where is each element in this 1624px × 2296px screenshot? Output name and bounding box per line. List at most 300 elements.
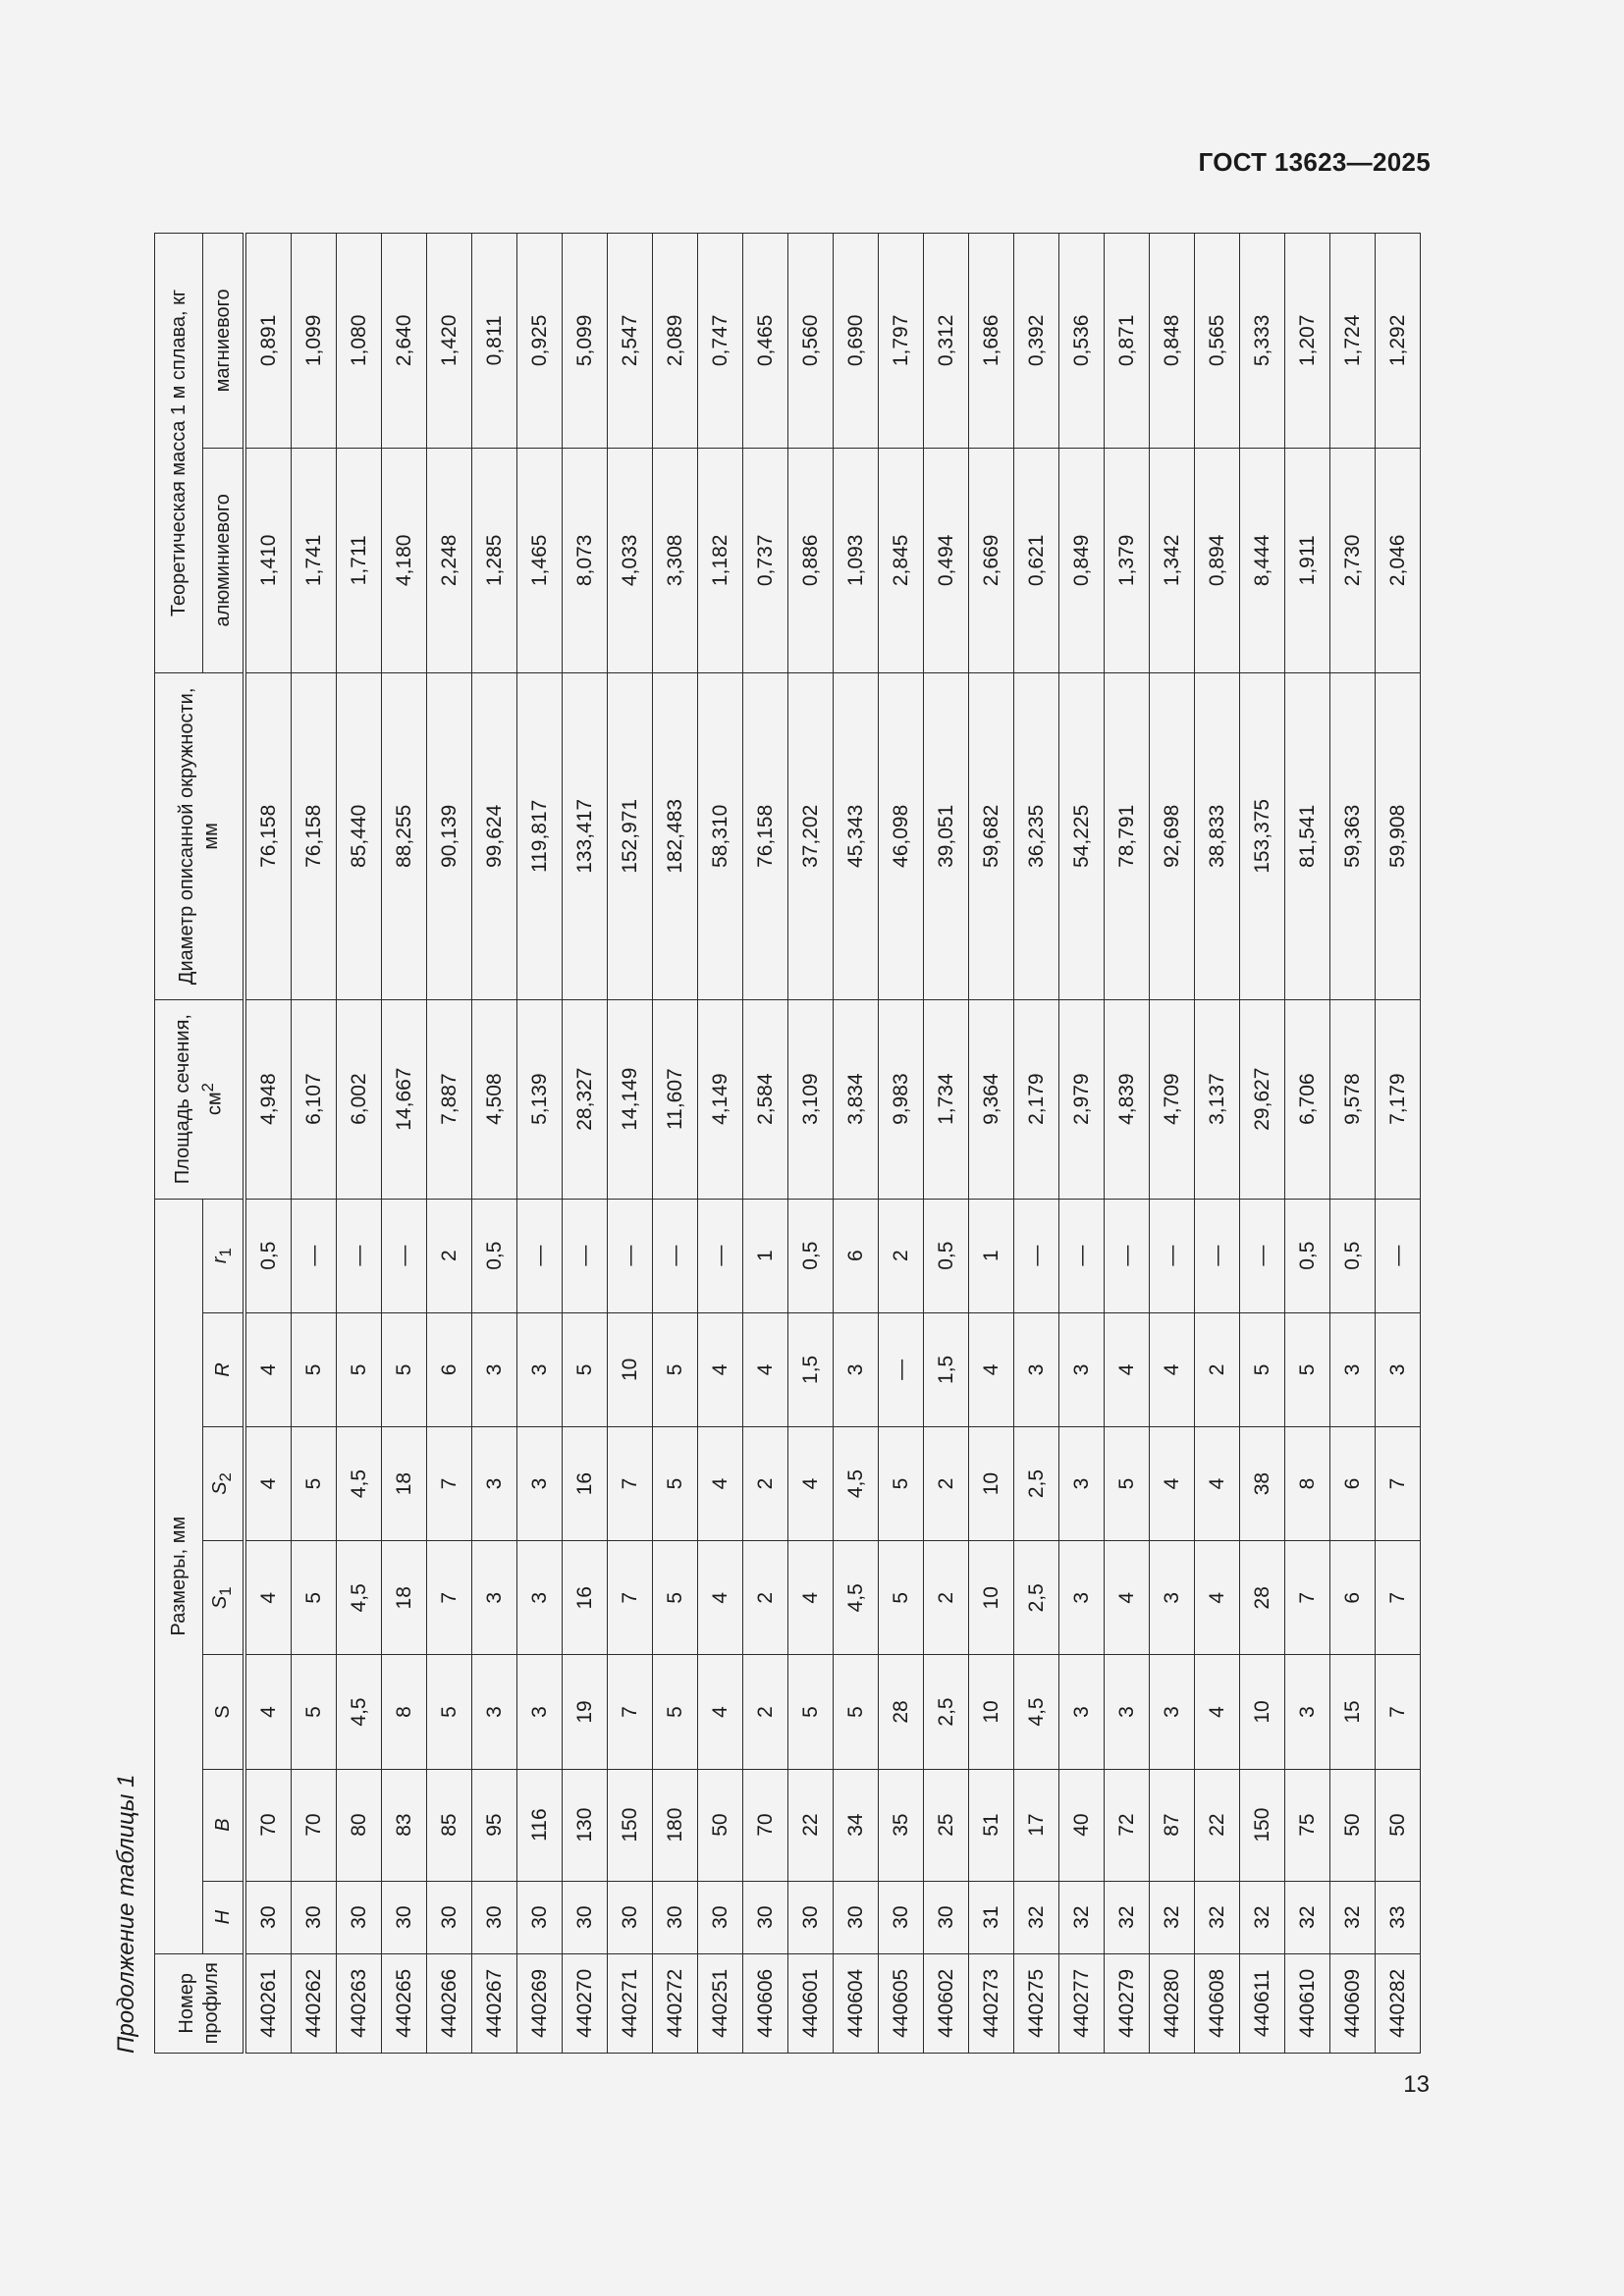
cell-r1: —: [1150, 1199, 1195, 1312]
cell-s2: 5: [1105, 1426, 1150, 1540]
cell-area: 6,107: [292, 999, 337, 1199]
table-row: [1059, 234, 1105, 2054]
cell-magnesium-mass: 0,871: [1105, 234, 1150, 449]
cell-diameter: 36,235: [1014, 672, 1059, 999]
cell-diameter: 153,375: [1240, 672, 1285, 999]
header-diameter: Диаметр описанной окружности, мм: [155, 672, 245, 999]
table-row: [1376, 234, 1421, 2054]
cell-b: 150: [608, 1769, 653, 1881]
cell-diameter: 45,343: [834, 672, 879, 999]
cell-profile-number: 440272: [653, 1953, 698, 2053]
cell-r: 3: [1330, 1312, 1376, 1426]
cell-r: 3: [834, 1312, 879, 1426]
cell-s2: 3: [472, 1426, 517, 1540]
cell-area: 4,149: [698, 999, 743, 1199]
cell-r: 4: [698, 1312, 743, 1426]
header-r1: $r_1$: [203, 1199, 245, 1312]
cell-s2: 10: [969, 1426, 1014, 1540]
cell-area: 1,734: [924, 999, 969, 1199]
cell-profile-number: 440610: [1285, 1953, 1330, 2053]
cell-area: 9,578: [1330, 999, 1376, 1199]
cell-r: 1,5: [924, 1312, 969, 1426]
table-row: [472, 234, 517, 2054]
header-magnesium: магниевого: [203, 234, 245, 449]
cell-s: 5: [834, 1655, 879, 1769]
cell-s: 3: [1150, 1655, 1195, 1769]
table-body: [244, 234, 1421, 2054]
cell-r1: —: [337, 1199, 382, 1312]
cell-profile-number: 440609: [1330, 1953, 1376, 2053]
table-row: [244, 234, 292, 2054]
header-mass: Теоретическая масса 1 м сплава, кг: [155, 234, 203, 673]
table-caption: Продолжение таблицы 1: [113, 1774, 139, 2054]
cell-diameter: 59,682: [969, 672, 1014, 999]
cell-r: 5: [382, 1312, 427, 1426]
cell-r1: —: [1105, 1199, 1150, 1312]
cell-s: 3: [472, 1655, 517, 1769]
cell-magnesium-mass: 1,797: [879, 234, 924, 449]
cell-magnesium-mass: 0,925: [517, 234, 563, 449]
cell-magnesium-mass: 0,565: [1195, 234, 1240, 449]
cell-area: 11,607: [653, 999, 698, 1199]
table-row: [879, 234, 924, 2054]
cell-b: 34: [834, 1769, 879, 1881]
cell-s: 10: [1240, 1655, 1285, 1769]
cell-area: 4,839: [1105, 999, 1150, 1199]
cell-r1: —: [382, 1199, 427, 1312]
cell-aluminum-mass: 1,711: [337, 448, 382, 672]
cell-magnesium-mass: 0,465: [743, 234, 788, 449]
cell-profile-number: 440269: [517, 1953, 563, 2053]
cell-b: 83: [382, 1769, 427, 1881]
cell-aluminum-mass: 2,669: [969, 448, 1014, 672]
cell-aluminum-mass: 1,285: [472, 448, 517, 672]
cell-magnesium-mass: 1,686: [969, 234, 1014, 449]
table-row: [608, 234, 653, 2054]
cell-h: 30: [244, 1881, 292, 1953]
cell-profile-number: 440608: [1195, 1953, 1240, 2053]
cell-magnesium-mass: 1,724: [1330, 234, 1376, 449]
cell-r: 10: [608, 1312, 653, 1426]
cell-s: 2,5: [924, 1655, 969, 1769]
cell-r1: —: [292, 1199, 337, 1312]
table-row: [427, 234, 472, 2054]
rotated-table-container: [113, 233, 1421, 2054]
table-row: [382, 234, 427, 2054]
cell-r: 2: [1195, 1312, 1240, 1426]
cell-diameter: 54,225: [1059, 672, 1105, 999]
cell-aluminum-mass: 0,737: [743, 448, 788, 672]
cell-area: 7,887: [427, 999, 472, 1199]
cell-diameter: 85,440: [337, 672, 382, 999]
cell-s1: 7: [1285, 1541, 1330, 1655]
cell-profile-number: 440602: [924, 1953, 969, 2053]
cell-diameter: 58,310: [698, 672, 743, 999]
cell-r: 3: [472, 1312, 517, 1426]
cell-h: 32: [1014, 1881, 1059, 1953]
cell-r: 5: [1285, 1312, 1330, 1426]
table-row: [517, 234, 563, 2054]
cell-area: 2,179: [1014, 999, 1059, 1199]
cell-s1: 28: [1240, 1541, 1285, 1655]
cell-magnesium-mass: 0,747: [698, 234, 743, 449]
cell-s1: 4,5: [834, 1541, 879, 1655]
table-row: [337, 234, 382, 2054]
cell-s2: 5: [879, 1426, 924, 1540]
cell-s1: 2,5: [1014, 1541, 1059, 1655]
cell-diameter: 59,363: [1330, 672, 1376, 999]
cell-b: 50: [698, 1769, 743, 1881]
table-row: [834, 234, 879, 2054]
cell-h: 30: [427, 1881, 472, 1953]
table-row: [698, 234, 743, 2054]
cell-h: 30: [608, 1881, 653, 1953]
cell-profile-number: 440273: [969, 1953, 1014, 2053]
cell-aluminum-mass: 1,911: [1285, 448, 1330, 672]
cell-profile-number: 440604: [834, 1953, 879, 2053]
cell-b: 130: [563, 1769, 608, 1881]
cell-b: 22: [788, 1769, 834, 1881]
table-row: [1105, 234, 1150, 2054]
cell-profile-number: 440267: [472, 1953, 517, 2053]
cell-b: 50: [1376, 1769, 1421, 1881]
cell-s: 28: [879, 1655, 924, 1769]
cell-r1: —: [608, 1199, 653, 1312]
profiles-table: [154, 233, 1421, 2054]
cell-s: 19: [563, 1655, 608, 1769]
cell-profile-number: 440262: [292, 1953, 337, 2053]
header-b: B: [203, 1769, 245, 1881]
cell-diameter: 90,139: [427, 672, 472, 999]
cell-diameter: 182,483: [653, 672, 698, 999]
cell-r1: 1: [743, 1199, 788, 1312]
cell-s2: 4,5: [834, 1426, 879, 1540]
cell-magnesium-mass: 0,690: [834, 234, 879, 449]
cell-h: 30: [337, 1881, 382, 1953]
cell-r: 4: [244, 1312, 292, 1426]
cell-s: 5: [427, 1655, 472, 1769]
cell-s: 5: [292, 1655, 337, 1769]
cell-aluminum-mass: 2,046: [1376, 448, 1421, 672]
cell-h: 30: [563, 1881, 608, 1953]
cell-profile-number: 440275: [1014, 1953, 1059, 2053]
cell-b: 70: [743, 1769, 788, 1881]
cell-magnesium-mass: 5,333: [1240, 234, 1285, 449]
cell-profile-number: 440282: [1376, 1953, 1421, 2053]
cell-s2: 2: [743, 1426, 788, 1540]
cell-area: 14,149: [608, 999, 653, 1199]
table-row: [563, 234, 608, 2054]
cell-s1: 4: [788, 1541, 834, 1655]
cell-aluminum-mass: 2,845: [879, 448, 924, 672]
cell-b: 70: [292, 1769, 337, 1881]
cell-area: 29,627: [1240, 999, 1285, 1199]
cell-s: 3: [1059, 1655, 1105, 1769]
cell-s1: 3: [517, 1541, 563, 1655]
cell-r: 4: [1150, 1312, 1195, 1426]
cell-magnesium-mass: 1,292: [1376, 234, 1421, 449]
header-s2: $S_2$: [203, 1426, 245, 1540]
cell-profile-number: 440279: [1105, 1953, 1150, 2053]
cell-s1: 4: [244, 1541, 292, 1655]
table-area: [113, 233, 1421, 2054]
cell-s: 7: [1376, 1655, 1421, 1769]
cell-r1: 0,5: [788, 1199, 834, 1312]
cell-s1: 7: [608, 1541, 653, 1655]
cell-h: 30: [382, 1881, 427, 1953]
cell-s2: 38: [1240, 1426, 1285, 1540]
cell-b: 87: [1150, 1769, 1195, 1881]
header-aluminum: алюминиевого: [203, 448, 245, 672]
cell-b: 40: [1059, 1769, 1105, 1881]
cell-r1: 0,5: [472, 1199, 517, 1312]
cell-diameter: 46,098: [879, 672, 924, 999]
cell-s: 5: [653, 1655, 698, 1769]
cell-magnesium-mass: 5,099: [563, 234, 608, 449]
cell-s1: 10: [969, 1541, 1014, 1655]
cell-s2: 2,5: [1014, 1426, 1059, 1540]
cell-b: 50: [1330, 1769, 1376, 1881]
cell-magnesium-mass: 0,891: [244, 234, 292, 449]
cell-aluminum-mass: 1,342: [1150, 448, 1195, 672]
cell-h: 32: [1059, 1881, 1105, 1953]
cell-r: 3: [1014, 1312, 1059, 1426]
table-row: [1285, 234, 1330, 2054]
cell-r: 6: [427, 1312, 472, 1426]
cell-b: 70: [244, 1769, 292, 1881]
cell-h: 32: [1150, 1881, 1195, 1953]
cell-s: 4: [244, 1655, 292, 1769]
cell-aluminum-mass: 0,894: [1195, 448, 1240, 672]
cell-magnesium-mass: 2,547: [608, 234, 653, 449]
cell-aluminum-mass: 1,410: [244, 448, 292, 672]
cell-aluminum-mass: 1,465: [517, 448, 563, 672]
cell-s: 4,5: [337, 1655, 382, 1769]
cell-s1: 6: [1330, 1541, 1376, 1655]
cell-magnesium-mass: 2,640: [382, 234, 427, 449]
cell-aluminum-mass: 0,886: [788, 448, 834, 672]
cell-aluminum-mass: 1,379: [1105, 448, 1150, 672]
cell-r: 1,5: [788, 1312, 834, 1426]
cell-r: 3: [1376, 1312, 1421, 1426]
cell-diameter: 39,051: [924, 672, 969, 999]
cell-r1: 0,5: [1330, 1199, 1376, 1312]
cell-r: 4: [1105, 1312, 1150, 1426]
cell-diameter: 76,158: [743, 672, 788, 999]
cell-magnesium-mass: 0,811: [472, 234, 517, 449]
cell-b: 180: [653, 1769, 698, 1881]
cell-s1: 4: [1195, 1541, 1240, 1655]
cell-r: 5: [563, 1312, 608, 1426]
cell-diameter: 76,158: [244, 672, 292, 999]
cell-s2: 4: [1195, 1426, 1240, 1540]
cell-b: 80: [337, 1769, 382, 1881]
cell-h: 30: [879, 1881, 924, 1953]
cell-profile-number: 440606: [743, 1953, 788, 2053]
cell-diameter: 38,833: [1195, 672, 1240, 999]
cell-s1: 4,5: [337, 1541, 382, 1655]
cell-aluminum-mass: 8,073: [563, 448, 608, 672]
cell-s1: 5: [653, 1541, 698, 1655]
header-profile-number: Номер профиля: [155, 1953, 245, 2053]
cell-s1: 18: [382, 1541, 427, 1655]
cell-h: 30: [788, 1881, 834, 1953]
cell-r1: 2: [879, 1199, 924, 1312]
table-row: [292, 234, 337, 2054]
cell-h: 30: [698, 1881, 743, 1953]
cell-h: 30: [472, 1881, 517, 1953]
cell-profile-number: 440271: [608, 1953, 653, 2053]
cell-aluminum-mass: 2,248: [427, 448, 472, 672]
cell-s2: 5: [292, 1426, 337, 1540]
cell-magnesium-mass: 0,312: [924, 234, 969, 449]
cell-area: 5,139: [517, 999, 563, 1199]
cell-diameter: 152,971: [608, 672, 653, 999]
cell-r1: —: [517, 1199, 563, 1312]
cell-profile-number: 440277: [1059, 1953, 1105, 2053]
cell-profile-number: 440251: [698, 1953, 743, 2053]
cell-b: 116: [517, 1769, 563, 1881]
cell-aluminum-mass: 4,033: [608, 448, 653, 672]
cell-h: 31: [969, 1881, 1014, 1953]
cell-s: 7: [608, 1655, 653, 1769]
cell-s2: 4: [1150, 1426, 1195, 1540]
cell-magnesium-mass: 0,848: [1150, 234, 1195, 449]
cell-s1: 3: [1059, 1541, 1105, 1655]
cell-s1: 5: [879, 1541, 924, 1655]
cell-s1: 2: [924, 1541, 969, 1655]
cell-r: 4: [743, 1312, 788, 1426]
cell-r: 5: [653, 1312, 698, 1426]
cell-aluminum-mass: 0,494: [924, 448, 969, 672]
cell-b: 17: [1014, 1769, 1059, 1881]
cell-r1: —: [1059, 1199, 1105, 1312]
cell-r1: 6: [834, 1199, 879, 1312]
cell-s: 3: [1285, 1655, 1330, 1769]
cell-diameter: 99,624: [472, 672, 517, 999]
cell-profile-number: 440601: [788, 1953, 834, 2053]
cell-diameter: 92,698: [1150, 672, 1195, 999]
cell-h: 32: [1330, 1881, 1376, 1953]
cell-diameter: 78,791: [1105, 672, 1150, 999]
cell-profile-number: 440261: [244, 1953, 292, 2053]
cell-s1: 3: [472, 1541, 517, 1655]
cell-h: 32: [1195, 1881, 1240, 1953]
cell-s: 4: [698, 1655, 743, 1769]
header-s1: $S_1$: [203, 1541, 245, 1655]
cell-s: 5: [788, 1655, 834, 1769]
cell-b: 25: [924, 1769, 969, 1881]
cell-b: 95: [472, 1769, 517, 1881]
cell-aluminum-mass: 0,621: [1014, 448, 1059, 672]
cell-s2: 4: [698, 1426, 743, 1540]
cell-h: 30: [743, 1881, 788, 1953]
cell-s1: 3: [1150, 1541, 1195, 1655]
cell-s: 2: [743, 1655, 788, 1769]
cell-profile-number: 440263: [337, 1953, 382, 2053]
cell-r: 5: [337, 1312, 382, 1426]
cell-s: 4,5: [1014, 1655, 1059, 1769]
cell-r1: 0,5: [244, 1199, 292, 1312]
table-row: [1195, 234, 1240, 2054]
cell-magnesium-mass: 1,207: [1285, 234, 1330, 449]
cell-magnesium-mass: 1,080: [337, 234, 382, 449]
table-row: [969, 234, 1014, 2054]
cell-r1: —: [1240, 1199, 1285, 1312]
cell-r1: 0,5: [1285, 1199, 1330, 1312]
cell-diameter: 88,255: [382, 672, 427, 999]
cell-area: 3,137: [1195, 999, 1240, 1199]
cell-aluminum-mass: 3,308: [653, 448, 698, 672]
header-r: R: [203, 1312, 245, 1426]
cell-area: 4,709: [1150, 999, 1195, 1199]
cell-h: 33: [1376, 1881, 1421, 1953]
cell-s1: 7: [1376, 1541, 1421, 1655]
cell-s2: 3: [517, 1426, 563, 1540]
table-row: [924, 234, 969, 2054]
cell-s2: 16: [563, 1426, 608, 1540]
header-s: S: [203, 1655, 245, 1769]
cell-s2: 2: [924, 1426, 969, 1540]
cell-s: 4: [1195, 1655, 1240, 1769]
cell-r: 5: [292, 1312, 337, 1426]
cell-magnesium-mass: 2,089: [653, 234, 698, 449]
cell-h: 32: [1105, 1881, 1150, 1953]
cell-r: 4: [969, 1312, 1014, 1426]
cell-diameter: 133,417: [563, 672, 608, 999]
cell-r: 5: [1240, 1312, 1285, 1426]
cell-s2: 18: [382, 1426, 427, 1540]
cell-r1: —: [653, 1199, 698, 1312]
cell-s2: 3: [1059, 1426, 1105, 1540]
cell-area: 14,667: [382, 999, 427, 1199]
cell-s2: 8: [1285, 1426, 1330, 1540]
cell-s2: 4: [788, 1426, 834, 1540]
cell-profile-number: 440611: [1240, 1953, 1285, 2053]
cell-profile-number: 440270: [563, 1953, 608, 2053]
cell-s1: 7: [427, 1541, 472, 1655]
cell-h: 32: [1285, 1881, 1330, 1953]
cell-aluminum-mass: 1,093: [834, 448, 879, 672]
table-row: [1330, 234, 1376, 2054]
cell-area: 2,584: [743, 999, 788, 1199]
cell-magnesium-mass: 0,560: [788, 234, 834, 449]
cell-b: 85: [427, 1769, 472, 1881]
cell-area: 6,706: [1285, 999, 1330, 1199]
cell-magnesium-mass: 0,536: [1059, 234, 1105, 449]
cell-r: —: [879, 1312, 924, 1426]
cell-area: 9,983: [879, 999, 924, 1199]
table-row: [1014, 234, 1059, 2054]
table-row: [653, 234, 698, 2054]
cell-r: 3: [517, 1312, 563, 1426]
cell-s: 3: [517, 1655, 563, 1769]
cell-b: 35: [879, 1769, 924, 1881]
cell-s2: 6: [1330, 1426, 1376, 1540]
cell-aluminum-mass: 8,444: [1240, 448, 1285, 672]
page-number: 13: [1403, 2071, 1430, 2098]
cell-h: 30: [834, 1881, 879, 1953]
cell-profile-number: 440265: [382, 1953, 427, 2053]
cell-diameter: 119,817: [517, 672, 563, 999]
cell-diameter: 37,202: [788, 672, 834, 999]
cell-h: 32: [1240, 1881, 1285, 1953]
cell-h: 30: [924, 1881, 969, 1953]
cell-b: 75: [1285, 1769, 1330, 1881]
header-area: Площадь сечения, $см^2$: [155, 999, 245, 1199]
cell-s2: 4,5: [337, 1426, 382, 1540]
cell-s: 8: [382, 1655, 427, 1769]
